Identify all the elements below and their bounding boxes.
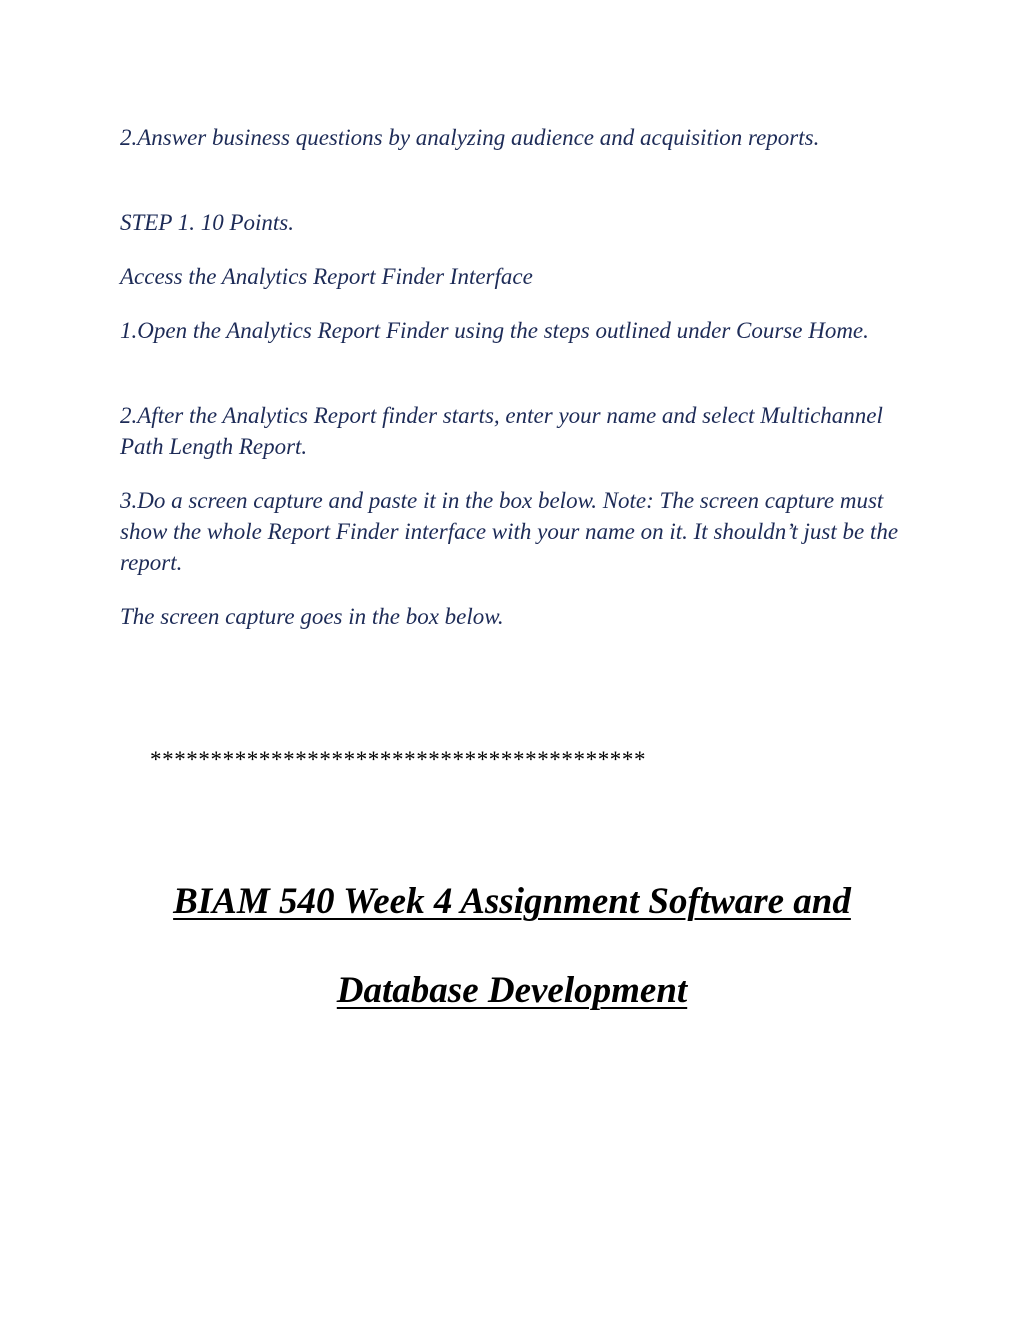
paragraph-enter-name: 2.After the Analytics Report finder starts, enter your name and select Multichannel Path Length Report.	[120, 403, 883, 459]
document-title-line-2: Database Development	[336, 970, 688, 1011]
paragraph-open-report-finder: 1.Open the Analytics Report Finder using the steps outlined under Course Home.	[120, 318, 869, 343]
paragraph-screen-capture: 3.Do a screen capture and paste it in the box below. Note: The screen capture must show the whole Report Finder interface with your name on it. It shouldn’t just be the report.	[120, 488, 899, 575]
paragraph-capture-box: The screen capture goes in the box below.	[120, 604, 504, 629]
paragraph-step-1: STEP 1. 10 Points.	[120, 210, 295, 235]
paragraph-access-interface: Access the Analytics Report Finder Interface	[120, 264, 533, 289]
paragraph-answer-business-questions: 2.Answer business questions by analyzing audience and acquisition reports.	[120, 125, 820, 150]
separator-stars: *****************************************	[150, 747, 647, 772]
document-title-line-1: BIAM 540 Week 4 Assignment Software and	[173, 881, 851, 922]
